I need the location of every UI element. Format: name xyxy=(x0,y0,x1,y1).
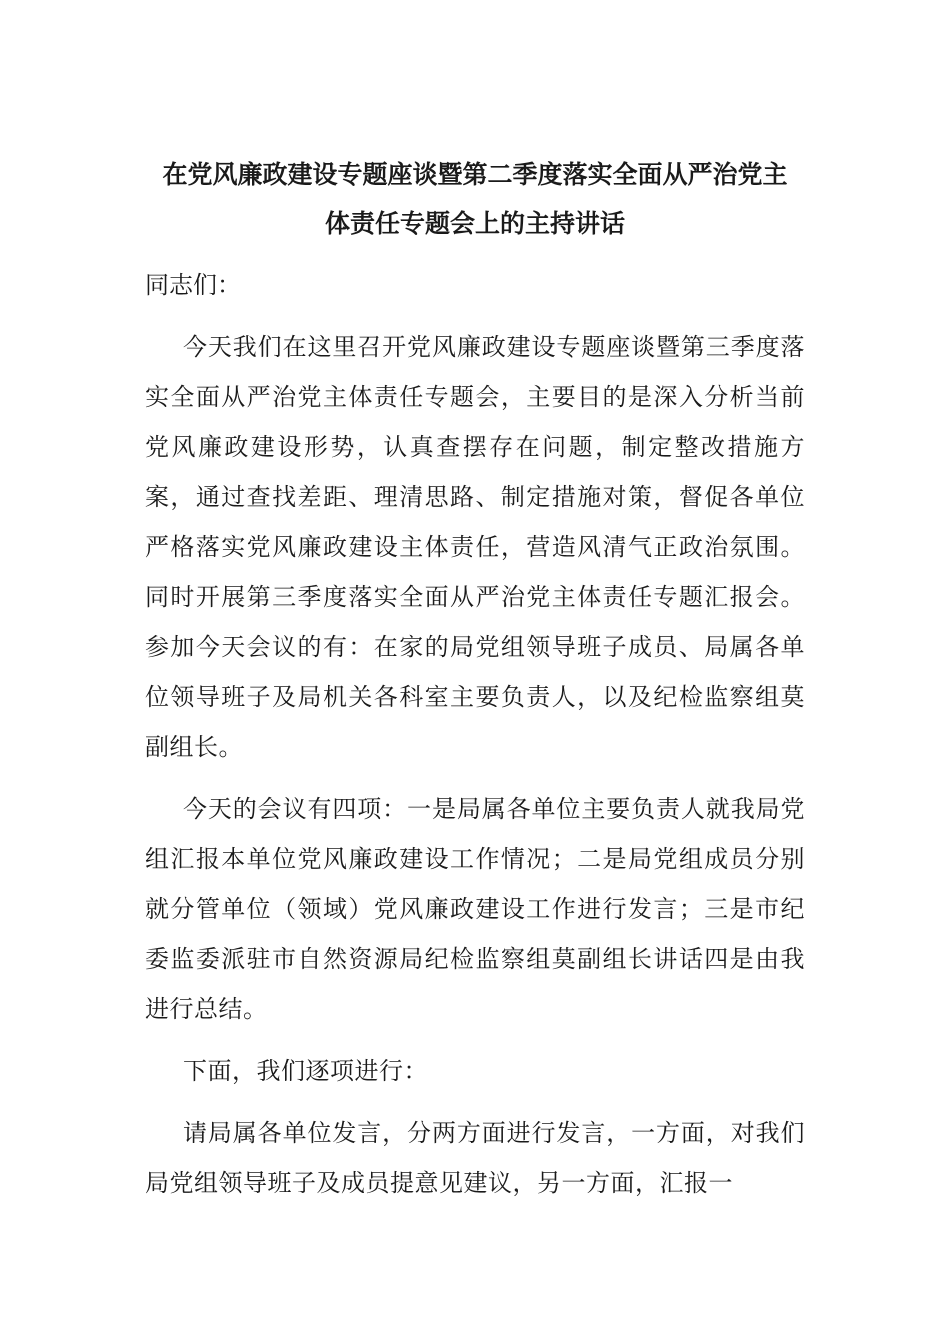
paragraph-2: 今天的会议有四项：一是局属各单位主要负责人就我局党组汇报本单位党风廉政建设工作情况；二是局党组成员分别就分管单位（领域）党风廉政建设工作进行发言；三是市纪委监委派驻市自然资源局纪检监察组莫副组长讲话四是由我进行总结。 xyxy=(145,795,805,1023)
paragraph-1: 今天我们在这里召开党风廉政建设专题座谈暨第三季度落实全面从严治党主体责任专题会，主要目的是深入分析当前党风廉政建设形势，认真查摆存在问题，制定整改措施方案，通过查找差距、理清思路、制定措施对策，督促各单位严格落实党风廉政建设主体责任，营造风清气正政治氛围。同时开展第三季度落实全面从严治党主体责任专题汇报会。参加今天会议的有：在家的局党组领导班子成员、局属各单位领导班子及局机关各科室主要负责人，以及纪检监察组莫副组长。 xyxy=(145,333,805,761)
paragraph-4: 请局属各单位发言，分两方面进行发言，一方面，对我们局党组领导班子及成员提意见建议，另一方面，汇报一 xyxy=(145,1119,805,1197)
document-title xyxy=(133,150,817,248)
title-line-2: 体责任专题会上的主持讲话 xyxy=(324,209,625,238)
title-line-1: 在党风廉政建设专题座谈暨第二季度落实全面从严治党主 xyxy=(162,160,788,189)
salutation: 同志们： xyxy=(145,271,241,299)
document-page xyxy=(145,150,805,1220)
paragraph-3: 下面，我们逐项进行： xyxy=(183,1057,428,1085)
